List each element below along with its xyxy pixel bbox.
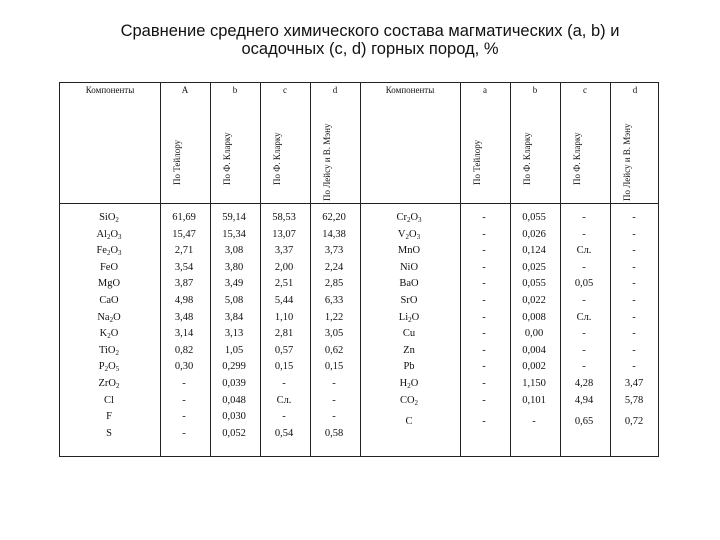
component-cell: CaO [99, 294, 119, 306]
value-cell: Сл. [576, 311, 592, 323]
value-cell: 3,80 [224, 261, 244, 273]
left-values-column-3 [309, 210, 359, 442]
left-values-column-0 [159, 210, 209, 442]
value-cell: 3,49 [224, 278, 244, 290]
left-col-letter-a: A [181, 85, 189, 95]
value-cell: - [332, 377, 336, 389]
value-cell: 0,008 [522, 311, 546, 323]
value-cell: 0,052 [222, 427, 246, 439]
right-col-source-d: По Лейсу и В. Мэну [622, 123, 632, 201]
value-cell: 2,71 [174, 245, 194, 257]
value-cell: - [482, 344, 486, 356]
right-col-letter-b: b [532, 85, 538, 95]
value-cell: - [482, 261, 486, 273]
component-cell: S [106, 427, 112, 439]
value-cell: 14,38 [322, 228, 346, 240]
value-cell: 3,84 [224, 311, 244, 323]
value-cell: - [482, 377, 486, 389]
value-cell: Сл. [276, 394, 292, 406]
component-cell: $H_2O$ [399, 377, 419, 390]
component-cell: $Al_2O_3$ [96, 228, 122, 241]
right-col-letter-c: c [583, 85, 587, 95]
component-cell: $Fe_2O_3$ [96, 245, 122, 258]
right-values-column-2 [559, 210, 609, 431]
value-cell: - [482, 245, 486, 257]
component-cell: TiO$_2$ [98, 344, 120, 357]
value-cell: 3,47 [624, 377, 644, 389]
value-cell: - [582, 294, 586, 306]
value-cell: 1,10 [274, 311, 294, 323]
value-cell: - [532, 416, 536, 428]
value-cell: 3,13 [224, 328, 244, 340]
component-cell: Cu [402, 328, 416, 340]
value-cell: 3,87 [174, 278, 194, 290]
value-cell: 13,07 [272, 228, 296, 240]
component-cell: C [405, 416, 413, 428]
value-cell: - [632, 228, 636, 240]
value-cell: 1,150 [522, 377, 546, 389]
value-cell: 0,101 [522, 394, 546, 406]
component-cell: $Na_2O$ [97, 311, 121, 324]
right-col-source-b: По Ф. Кларку [522, 132, 532, 185]
value-cell: 0,15 [324, 361, 344, 373]
component-cell: $Cr_2O_3$ [396, 212, 422, 224]
value-cell: - [482, 328, 486, 340]
value-cell: - [482, 416, 486, 428]
component-cell: F [106, 411, 112, 423]
value-cell: 3,54 [174, 261, 194, 273]
value-cell: - [582, 228, 586, 240]
value-cell: 0,299 [222, 361, 246, 373]
value-cell: - [632, 294, 636, 306]
value-cell: 58,53 [272, 212, 296, 223]
value-cell: - [182, 411, 186, 423]
right-col-source-c: По Ф. Кларку [572, 132, 582, 185]
value-cell: 3,37 [274, 245, 294, 257]
right-values-column-0 [459, 210, 509, 431]
component-cell: MnO [397, 245, 421, 257]
component-cell: BaO [399, 278, 419, 290]
component-cell: SrO [400, 294, 418, 306]
value-cell: 0,055 [522, 212, 546, 223]
value-cell: 59,14 [222, 212, 246, 223]
value-cell: - [482, 311, 486, 323]
value-cell: - [482, 294, 486, 306]
left-values-column-1 [209, 210, 259, 442]
value-cell: 0,026 [522, 228, 546, 240]
value-cell: 2,51 [274, 278, 294, 290]
value-cell: - [332, 394, 336, 406]
right-components-header: Компоненты [385, 85, 435, 95]
value-cell: - [632, 261, 636, 273]
value-cell: 1,22 [324, 311, 344, 323]
value-cell: 0,15 [274, 361, 294, 373]
value-cell: 0,00 [524, 328, 544, 340]
value-cell: 5,08 [224, 294, 244, 306]
value-cell: 3,05 [324, 328, 344, 340]
component-cell: Pb [403, 361, 415, 373]
value-cell: - [182, 377, 186, 389]
value-cell: - [632, 344, 636, 356]
left-values-column-2 [259, 210, 309, 442]
value-cell: 3,73 [324, 245, 344, 257]
value-cell: - [332, 411, 336, 423]
value-cell: - [182, 427, 186, 439]
value-cell: 0,65 [574, 416, 594, 428]
header-divider [60, 203, 658, 204]
value-cell: 61,69 [172, 212, 196, 223]
value-cell: - [482, 278, 486, 290]
component-cell: $P_2O_5$ [98, 361, 120, 374]
value-cell: - [282, 377, 286, 389]
component-cell: NiO [399, 261, 419, 273]
left-col-source-a: По Тейлору [172, 139, 182, 185]
left-col-letter-d: d [332, 85, 338, 95]
value-cell: - [482, 394, 486, 406]
value-cell: - [632, 328, 636, 340]
value-cell: 0,58 [324, 427, 344, 439]
value-cell: - [582, 344, 586, 356]
value-cell: - [632, 278, 636, 290]
value-cell: - [632, 361, 636, 373]
value-cell: - [582, 328, 586, 340]
value-cell: 0,57 [274, 344, 294, 356]
component-cell: SiO$_2$ [99, 212, 119, 224]
value-cell: 2,85 [324, 278, 344, 290]
value-cell: 15,34 [222, 228, 246, 240]
value-cell: - [482, 212, 486, 223]
value-cell: Сл. [576, 245, 592, 257]
left-col-source-b: По Ф. Кларку [222, 132, 232, 185]
value-cell: - [632, 245, 636, 257]
value-cell: - [282, 411, 286, 423]
value-cell: 0,025 [522, 261, 546, 273]
value-cell: - [582, 261, 586, 273]
component-cell: $CO_2$ [399, 394, 419, 407]
left-col-letter-b: b [232, 85, 238, 95]
component-cell: $K_2O$ [99, 328, 119, 341]
value-cell: 15,47 [172, 228, 196, 240]
right-values-column-3 [609, 210, 659, 431]
value-cell: 0,055 [522, 278, 546, 290]
value-cell: - [482, 361, 486, 373]
value-cell: - [632, 212, 636, 223]
value-cell: 0,62 [324, 344, 344, 356]
component-cell: Cl [104, 394, 114, 406]
value-cell: - [582, 361, 586, 373]
left-components-header: Компоненты [85, 85, 135, 95]
value-cell: 0,30 [174, 361, 194, 373]
value-cell: 0,030 [222, 411, 246, 423]
value-cell: 2,81 [274, 328, 294, 340]
value-cell: 6,33 [324, 294, 344, 306]
right-components-column [359, 210, 459, 431]
value-cell: 3,08 [224, 245, 244, 257]
value-cell: 1,05 [224, 344, 244, 356]
value-cell: 0,54 [274, 427, 294, 439]
value-cell: 5,44 [274, 294, 294, 306]
title-line-2: осадочных (c, d) горных пород, % [241, 40, 499, 58]
left-col-source-d: По Лейсу и В. Мэну [322, 123, 332, 201]
component-cell: $Li_2O$ [398, 311, 420, 324]
value-cell: 0,82 [174, 344, 194, 356]
value-cell: - [582, 212, 586, 223]
value-cell: 0,002 [522, 361, 546, 373]
left-col-letter-c: c [283, 85, 287, 95]
value-cell: 5,78 [624, 394, 644, 406]
value-cell: 0,124 [522, 245, 546, 257]
value-cell: - [632, 311, 636, 323]
value-cell: 0,05 [574, 278, 594, 290]
right-values-column-1 [509, 210, 559, 431]
title-line-1: Сравнение среднего химического состава магматических (a, b) и [120, 22, 620, 40]
component-cell: MgO [97, 278, 121, 290]
component-cell: Zn [403, 344, 415, 356]
value-cell: 0,022 [522, 294, 546, 306]
left-components-column [59, 210, 159, 442]
value-cell: 2,00 [274, 261, 294, 273]
right-col-letter-d: d [632, 85, 638, 95]
value-cell: 3,14 [174, 328, 194, 340]
component-cell: ZrO$_2$ [98, 377, 120, 390]
left-col-source-c: По Ф. Кларку [272, 132, 282, 185]
value-cell: 4,98 [174, 294, 194, 306]
component-cell: FeO [99, 261, 119, 273]
value-cell: 4,94 [574, 394, 594, 406]
value-cell: 4,28 [574, 377, 594, 389]
right-col-letter-a: a [483, 85, 487, 95]
value-cell: 3,48 [174, 311, 194, 323]
value-cell: 0,039 [222, 377, 246, 389]
value-cell: 0,72 [624, 416, 644, 428]
value-cell: - [482, 228, 486, 240]
value-cell: - [182, 394, 186, 406]
value-cell: 2,24 [324, 261, 344, 273]
value-cell: 0,048 [222, 394, 246, 406]
value-cell: 62,20 [322, 212, 346, 223]
page-title [0, 22, 720, 58]
value-cell: 0,004 [522, 344, 546, 356]
right-col-source-a: По Тейлору [472, 139, 482, 185]
component-cell: $V_2O_3$ [397, 228, 421, 241]
